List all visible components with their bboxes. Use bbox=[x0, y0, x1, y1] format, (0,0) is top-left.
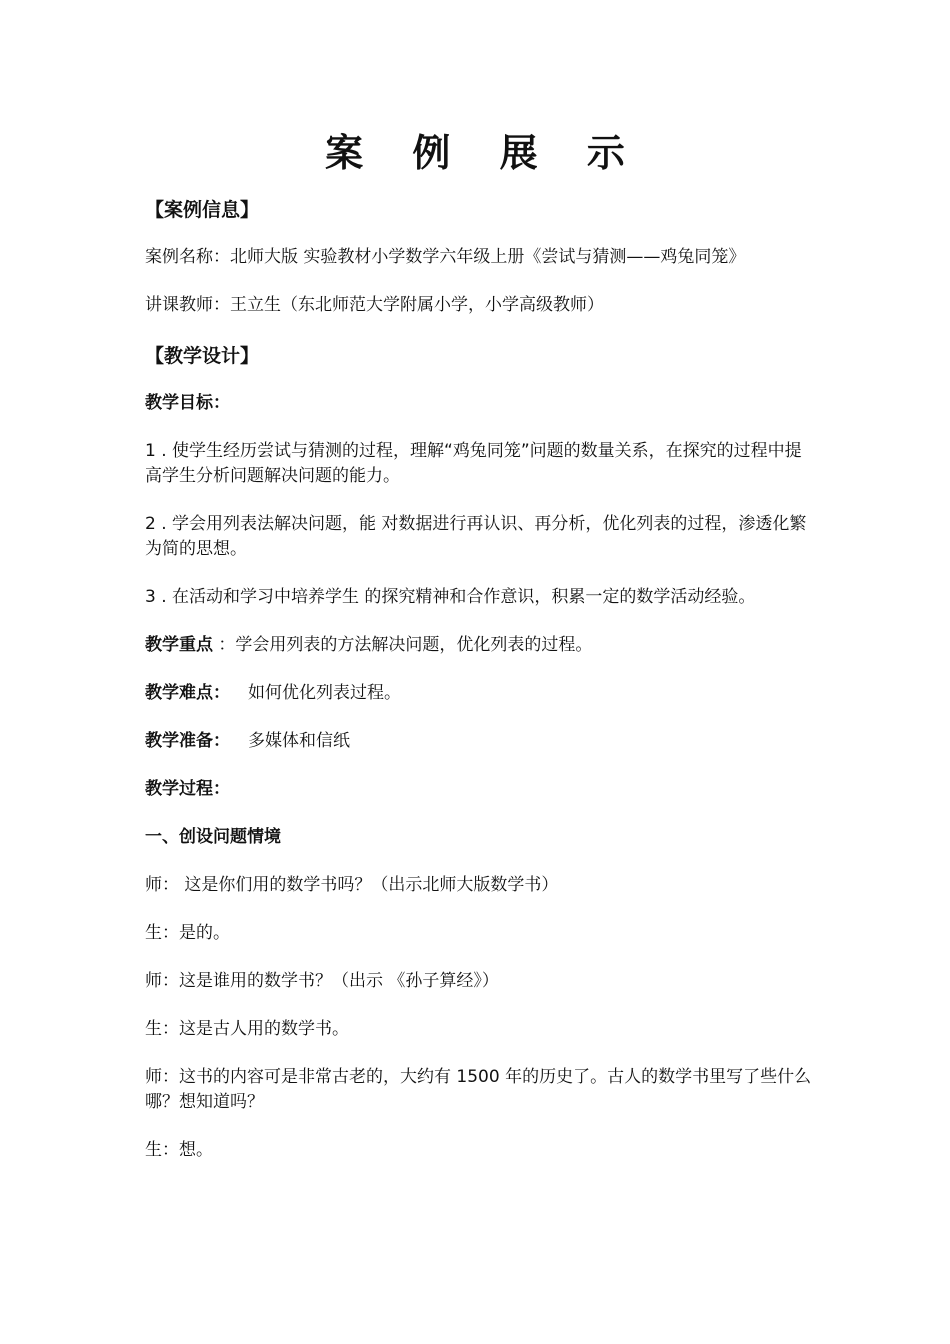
process-label: 教学过程： bbox=[145, 779, 230, 799]
key-point-label: 教学重点 bbox=[145, 635, 213, 655]
part-one-heading: 一、创设问题情境 bbox=[145, 827, 281, 847]
dialogue-line: 师：这是谁用的数学书？（出示 《孙子算经》） bbox=[145, 971, 499, 991]
preparation-value: 多媒体和信纸 bbox=[248, 731, 350, 751]
teacher-info: 讲课教师：王立生（东北师范大学附属小学，小学高级教师） bbox=[145, 295, 604, 315]
goal-item: 2 . 学会用列表法解决问题，能 对数据进行再认识、再分析，优化列表的过程，渗透化繁为简的思想。 bbox=[145, 514, 807, 559]
case-name: 案例名称：北师大版 实验教材小学数学六年级上册《尝试与猜测——鸡兔同笼》 bbox=[145, 247, 746, 267]
teaching-key-point bbox=[145, 633, 815, 658]
document-body bbox=[145, 195, 815, 1186]
difficulty-value: 如何优化列表过程。 bbox=[248, 683, 401, 703]
teaching-difficulty bbox=[145, 681, 815, 706]
key-point-value: ：学会用列表的方法解决问题，优化列表的过程。 bbox=[213, 635, 593, 655]
preparation-label: 教学准备： bbox=[145, 731, 230, 751]
dialogue-line: 师：这书的内容可是非常古老的，大约有 1500 年的历史了。古人的数学书里写了些什么哪？想知道吗？ bbox=[145, 1067, 812, 1112]
section-heading-design: 【教学设计】 bbox=[145, 345, 260, 367]
document-title: 案 例 展 示 bbox=[325, 131, 643, 175]
goal-item: 1 . 使学生经历尝试与猜测的过程，理解“鸡兔同笼”问题的数量关系，在探究的过程中提高学生分析问题解决问题的能力。 bbox=[145, 441, 802, 486]
section-heading-case-info: 【案例信息】 bbox=[145, 199, 260, 221]
goal-item: 3 . 在活动和学习中培养学生 的探究精神和合作意识，积累一定的数学活动经验。 bbox=[145, 587, 756, 607]
dialogue-line: 师： 这是你们用的数学书吗？（出示北师大版数学书） bbox=[145, 875, 559, 895]
teaching-preparation bbox=[145, 729, 815, 754]
dialogue-line: 生：是的。 bbox=[145, 923, 230, 943]
difficulty-label: 教学难点： bbox=[145, 683, 230, 703]
dialogue-line: 生：这是古人用的数学书。 bbox=[145, 1019, 349, 1039]
dialogue-line: 生：想。 bbox=[145, 1140, 213, 1160]
goals-label: 教学目标： bbox=[145, 393, 230, 413]
